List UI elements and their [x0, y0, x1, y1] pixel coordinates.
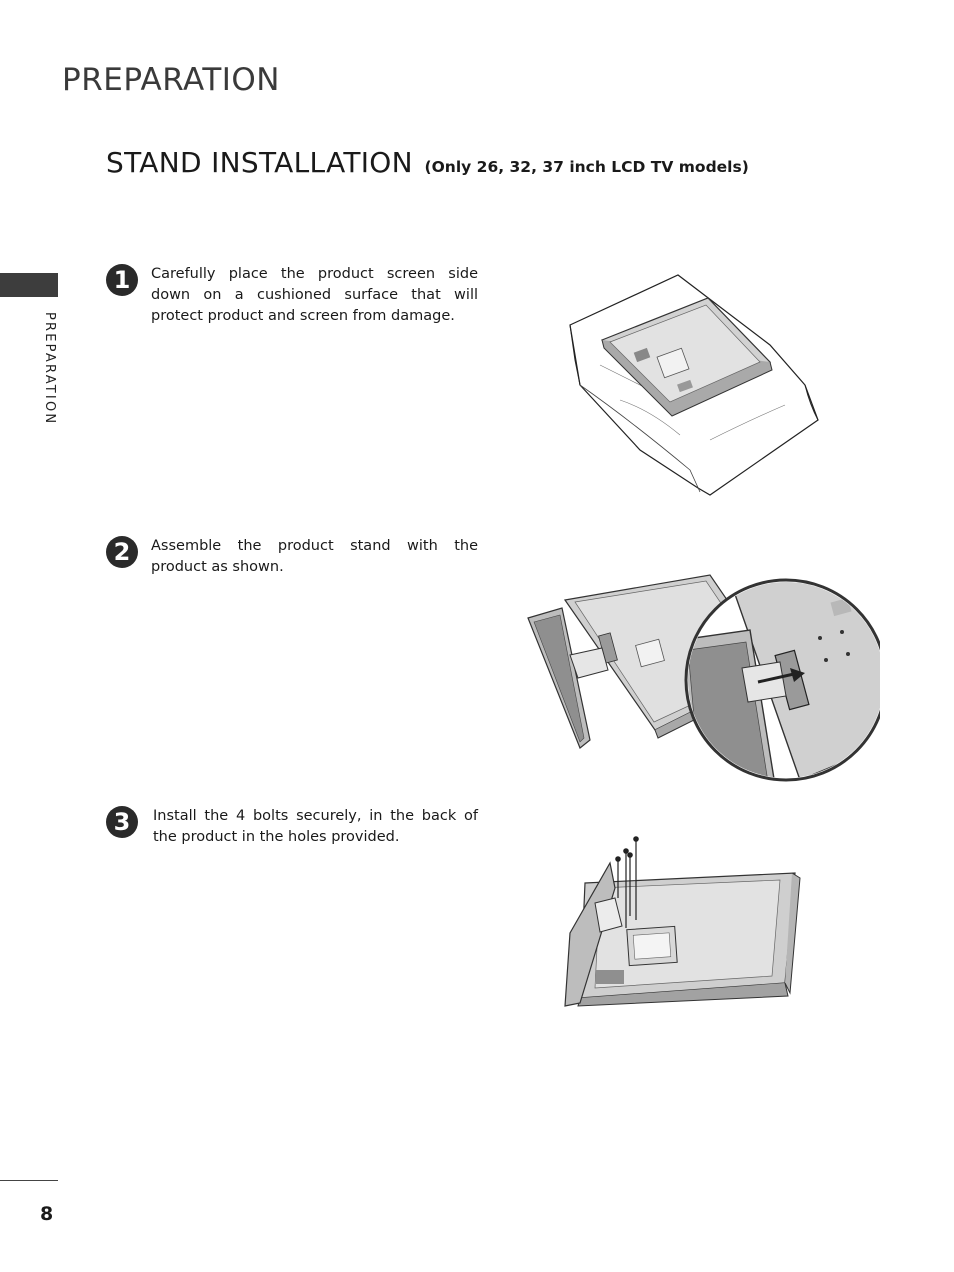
step-number-badge: 2	[106, 536, 138, 568]
side-tab-marker	[0, 273, 58, 297]
side-section-label: PREPARATION	[42, 312, 57, 426]
step-text: Carefully place the product screen side down on a cushioned surface that will protect product and screen from damage.	[151, 266, 478, 324]
tv-facedown-illustration	[560, 270, 830, 500]
bolts-install-illustration	[560, 828, 810, 1018]
step-number-badge: 3	[106, 806, 138, 838]
footer-rule	[0, 1180, 58, 1181]
page-number: 8	[40, 1203, 54, 1225]
heading-main: STAND INSTALLATION	[106, 146, 413, 179]
stand-assembly-illustration	[520, 570, 880, 790]
step-number-badge: 1	[106, 264, 138, 296]
step-text: Assemble the product stand with the product as shown.	[151, 538, 478, 575]
heading-subtitle: (Only 26, 32, 37 inch LCD TV models)	[424, 158, 749, 176]
page-heading	[106, 146, 749, 179]
section-title: PREPARATION	[62, 62, 280, 98]
step-text: Install the 4 bolts securely, in the back of the product in the holes provided.	[153, 808, 478, 845]
